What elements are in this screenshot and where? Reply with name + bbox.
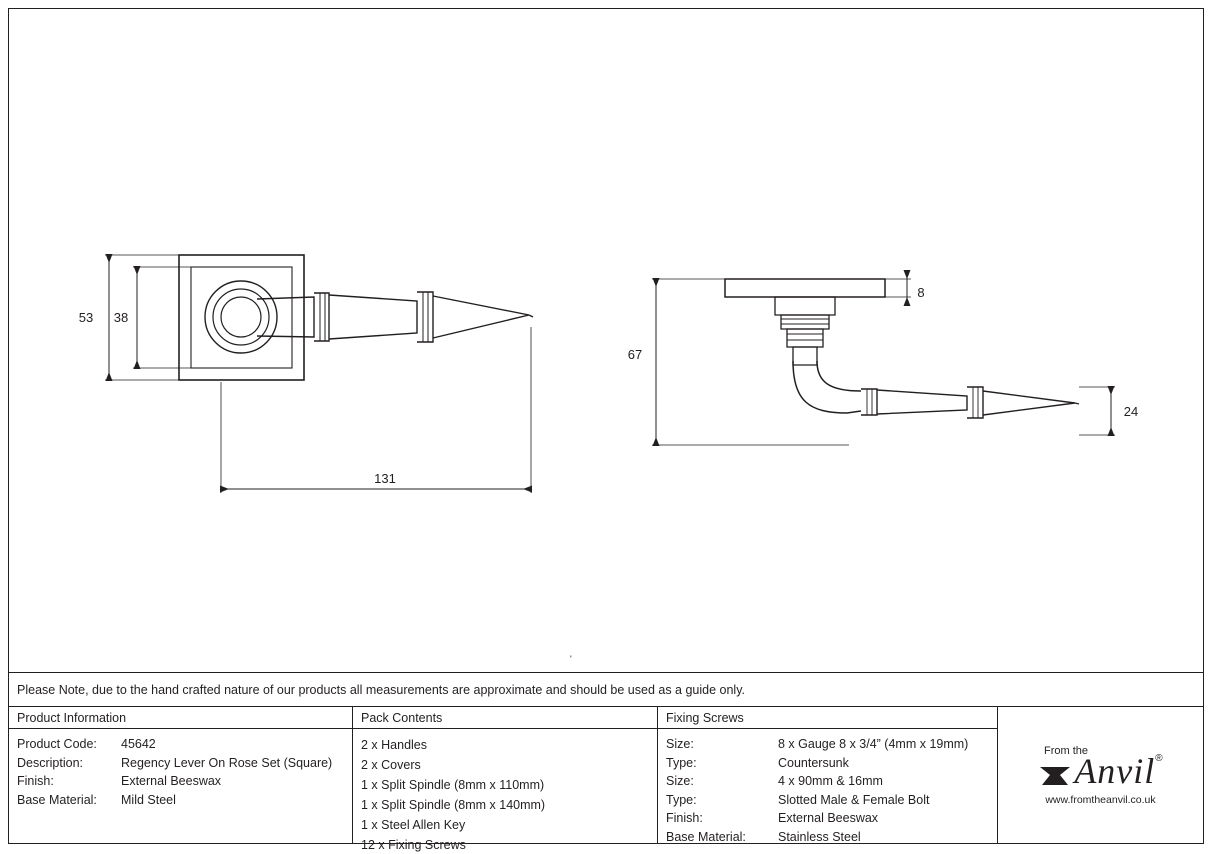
side-view-lever [725,279,1079,418]
pack-contents-body [353,729,657,854]
fixing-base-material-value: Stainless Steel [778,829,861,844]
measurement-note-text: Please Note, due to the hand crafted nature of our products all measurements are approximate and should be used as a guide only. [17,682,746,697]
fixing-type-2-value: Slotted Male & Female Bolt [778,792,930,807]
fixing-finish-label: Finish: [666,811,703,825]
table-row [666,735,997,754]
brand-logo [998,707,1203,843]
table-row [17,772,352,791]
table-row [666,809,997,828]
base-material-label: Base Material: [17,792,97,807]
list-item: 2 x Handles [361,738,428,752]
fixing-size-1-label: Size: [666,737,694,751]
brand-url: www.fromtheanvil.co.uk [1045,793,1156,806]
product-code-label: Product Code: [17,737,97,751]
dim-8: 8 [917,285,925,300]
product-drawings-svg [9,9,1203,669]
fixing-screws-heading: Fixing Screws [658,707,997,729]
registration-mark: ' [570,654,572,664]
dim-53: 53 [78,310,94,325]
fixing-type-1-label: Type: [666,755,697,770]
pack-contents-heading: Pack Contents [353,707,657,729]
registered-mark: ® [1155,752,1163,764]
fixing-size-2-label: Size: [666,774,694,788]
product-information-body [9,729,352,809]
dim-38: 38 [113,310,129,325]
pack-contents-column [353,707,658,852]
finish-value: External Beeswax [121,774,222,788]
list-item: 1 x Split Spindle (8mm x 110mm) [361,778,545,792]
fixing-type-2-label: Type: [666,792,697,807]
list-item: 1 x Steel Allen Key [361,818,466,832]
table-row [666,828,997,847]
base-material-value: Mild Steel [121,792,176,807]
front-view-dimensions [79,255,531,493]
fixing-finish-value: External Beeswax [778,811,879,825]
table-row [666,754,997,773]
product-information-heading: Product Information [9,707,352,729]
drawing-area [9,9,1203,669]
table-row [17,735,352,754]
fixing-screws-body [658,729,997,846]
fixing-type-1-value: Countersunk [778,755,849,770]
product-code-value: 45642 [121,737,156,751]
fixing-screws-column [658,707,998,843]
product-information-column [9,707,353,843]
brand-logo-column [998,707,1203,843]
fixing-size-2-value: 4 x 90mm & 16mm [778,774,883,788]
list-item: 2 x Covers [361,758,421,772]
front-view-lever [179,255,533,380]
brand-name: Anvil [1074,750,1156,791]
table-row [17,754,352,773]
list-item: 12 x Fixing Screws [361,838,466,852]
fixing-size-1-value: 8 x Gauge 8 x 3/4” (4mm x 19mm) [778,737,969,751]
table-row [17,791,352,810]
description-label: Description: [17,755,83,770]
product-info-table [9,706,1203,852]
description-value: Regency Lever On Rose Set (Square) [121,755,333,770]
table-row [666,772,997,791]
measurement-note-bar [9,672,1203,706]
table-row [666,791,997,810]
list-item: 1 x Split Spindle (8mm x 140mm) [361,798,546,812]
dim-131: 131 [374,471,396,486]
anvil-icon [1038,757,1072,791]
dim-67: 67 [627,347,643,362]
finish-label: Finish: [17,774,54,788]
logo-top-text: From the [1044,744,1089,757]
dim-24: 24 [1123,404,1139,419]
fixing-base-material-label: Base Material: [666,829,746,844]
